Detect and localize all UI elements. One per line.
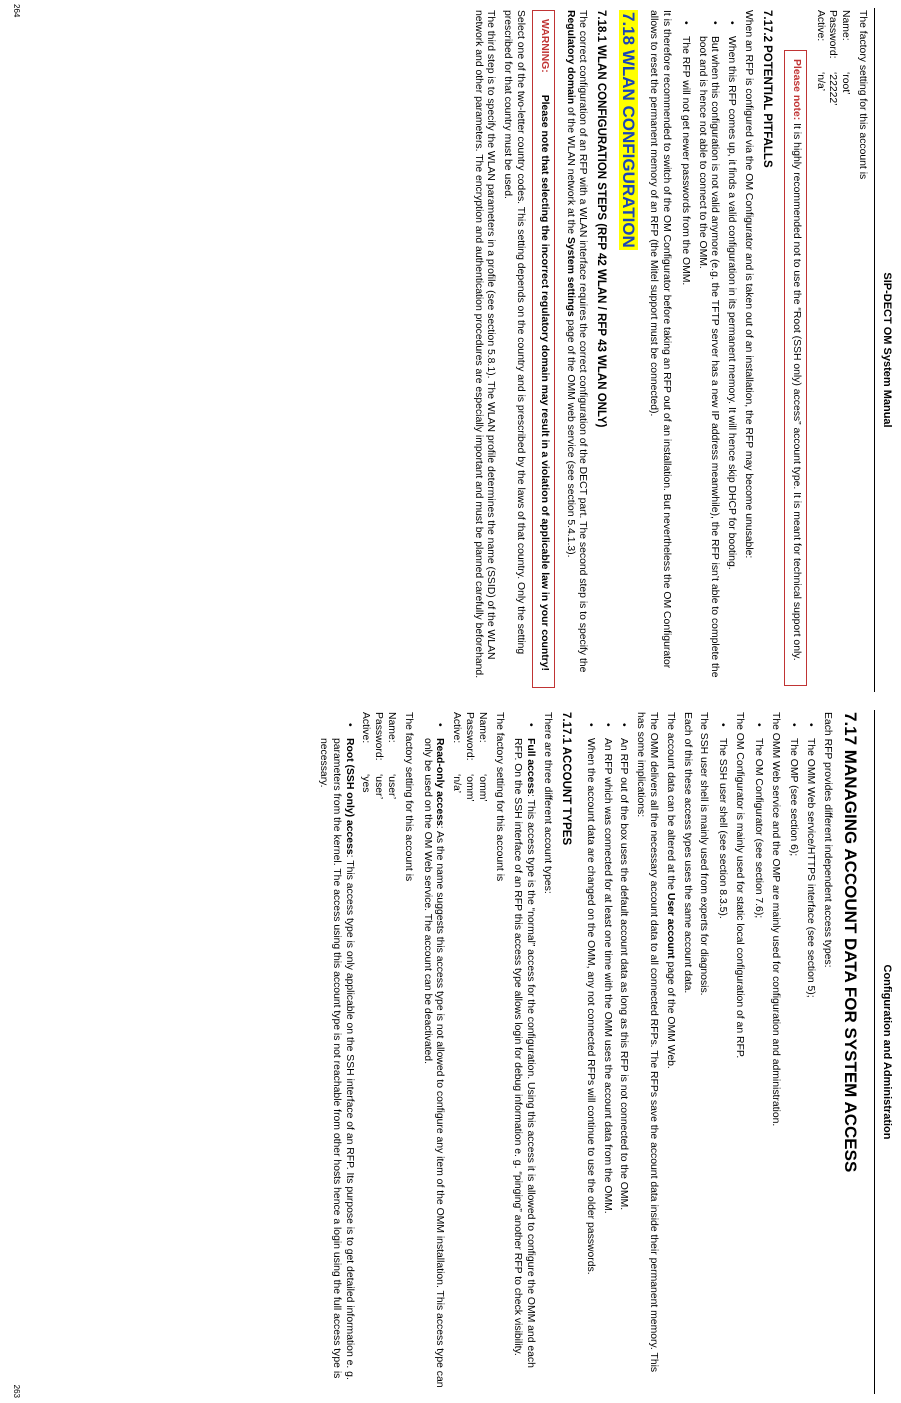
text-run: The account data can be altered at the xyxy=(664,712,676,893)
implications-list xyxy=(583,712,629,1390)
cred-value: ‘root’ xyxy=(840,72,852,95)
text-run: of the WLAN network at the xyxy=(564,104,576,237)
regulatory-domain-term: Regulatory domain xyxy=(564,10,576,105)
readonly-factory-credentials xyxy=(359,712,397,1390)
cred-key: Password: xyxy=(464,712,476,761)
list-item: • But when this configuration is not valid anymore (e.g. the TFTP server has a new IP address meanwhile), the RFP isn’t able to complete the boot and is hence not able to connect to the OMM. xyxy=(695,10,721,688)
cred-key: Name: xyxy=(840,10,852,41)
cred-value: ‘n/a’ xyxy=(814,72,826,92)
readonly-factory-intro: The factory setting for this account is xyxy=(402,712,414,882)
page-264 xyxy=(0,0,901,700)
full-access-term: Full access xyxy=(525,738,537,795)
cred-key: Name: xyxy=(476,712,488,743)
pitfalls-list xyxy=(678,10,737,688)
wlan-heading-text: 7.18 WLAN CONFIGURATION xyxy=(619,12,639,248)
ssh-text: The SSH user shell is mainly used from experts for diagnosis. xyxy=(698,712,710,996)
intro-text: Each RFP provides different independent access types: xyxy=(822,712,833,968)
wlan-heading xyxy=(618,10,638,688)
access-list xyxy=(787,712,817,1390)
page-number: 263 xyxy=(12,1384,21,1398)
section-heading: 7.17 MANAGING ACCOUNT DATA FOR SYSTEM ACCESS xyxy=(841,712,860,1173)
running-header: SIP-DECT OM System Manual xyxy=(881,272,893,428)
account-types-heading: 7.17.1 ACCOUNT TYPES xyxy=(560,712,573,846)
page-content xyxy=(467,10,868,688)
cred-value: ‘user’ xyxy=(386,774,398,800)
configurator-text: The OM Configurator is mainly used for static local configuration of an RFP. xyxy=(734,712,746,1059)
pitfalls-outro: It is therefore recommended to switch of the OM Configurator before taking an RFP out of an installation. But nevertheless the OM Configurator allows to reset the permanent memory of an RFP (the Mitel support must be connected). xyxy=(648,10,673,669)
header-rule xyxy=(874,8,875,692)
list-item: • The RFP will not get newer passwords from the OMM. xyxy=(678,10,691,688)
web-omp-text: The OMM Web service and the OMP are mainly used for configuration and administration. xyxy=(769,712,781,1127)
wlan-steps-text xyxy=(563,10,589,688)
list-item: • When the account data are changed on the OMM, any not connected RFPs will continue to use the older passwords. xyxy=(583,712,596,1390)
cred-key: Password: xyxy=(827,10,839,59)
cred-key: Password: xyxy=(373,712,385,761)
pitfalls-intro: When an RFP is configured via the OM Configurator and is taken out of an installation, the RFP may become unusable: xyxy=(743,10,755,559)
factory-credentials xyxy=(813,10,851,688)
root-access-term: Root (SSH only) access xyxy=(343,738,355,855)
cred-value: ‘omm’ xyxy=(476,774,488,802)
full-access-list xyxy=(511,712,537,1390)
list-item: • An RFP which was connected for at least one time with the OMM uses the account data from the OMM. xyxy=(600,712,613,1390)
factory-intro: The factory setting for this account is xyxy=(857,10,868,180)
ssh-list xyxy=(715,712,728,1390)
same-data-text: Each of this these access types uses the same account data. xyxy=(681,712,693,994)
running-header: Configuration and Administration xyxy=(881,964,893,1140)
text-run: : This access type is the “normal” access for the configuration. Using this access it is allowed to configure the OMM and each RFP. On the SSH interface of an RFP this access type allows login for debug information e. g. “pinging” another RFP to check visibility. xyxy=(512,738,537,1368)
note-text: It is highly recommended not to use the “Root (SSH only) access” account type. It is meant for technical support only. xyxy=(790,123,802,661)
list-item xyxy=(511,712,537,1390)
list-item: • When this RFP comes up, it finds a valid configuration in its permanent memory. It will hence skip DHCP for booting. xyxy=(724,10,737,688)
select-text: Select one of the two-letter country codes. This setting depends on the country and is prescribed by the laws of that country. Only the setting prescribed for that country must be used. xyxy=(502,10,527,655)
system-settings-term: System settings xyxy=(564,236,576,317)
configurator-list xyxy=(751,712,764,1390)
page-number: 264 xyxy=(12,4,21,18)
text-run: page of the OMM Web. xyxy=(664,958,676,1069)
types-intro: There are three different account types: xyxy=(542,712,554,894)
delivers-text: The OMM delivers all the necessary account data to all connected RFPs. The RFPs save the account data inside their permanent memory. This has some implications: xyxy=(635,712,660,1373)
pitfalls-heading: 7.17.2 POTENTIAL PITFALLS xyxy=(761,10,774,168)
cred-value: ‘omm’ xyxy=(464,774,476,802)
wlan-steps-heading: 7.18.1 WLAN CONFIGURATION STEPS (RFP 42 WLAN / RFP 43 WLAN ONLY) xyxy=(595,10,608,428)
note-label: Please note: xyxy=(790,59,802,121)
note-box xyxy=(784,50,807,686)
cred-key: Active: xyxy=(360,712,372,744)
list-item: • The OM Configurator (see section 7.6); xyxy=(751,712,764,1390)
warning-text: Please note that selecting the incorrect regulatory domain may result in a violation of applicable law in your country! xyxy=(538,94,550,671)
text-run: : As the name suggests this access type is not allowed to configure any item of the OMM installation. This access type can only be used on the OM Web service. The account can be deactivated. xyxy=(421,738,446,1388)
third-step-text: The third step is to specify the WLAN parameters in a profile (see section 5.8.1). The WLAN profile determines the name (SSID) of the WLAN network and other parameters. The encryption and authentication procedures are especially important and must be planned carefully beforehand. xyxy=(472,10,497,679)
list-item: • An RFP out of the box uses the default account data as long as this RFP is not connected to the OMM. xyxy=(617,712,630,1390)
cred-value: ‘n/a’ xyxy=(451,774,463,794)
cred-value: ‘user’ xyxy=(373,774,385,800)
page-263 xyxy=(0,702,901,1402)
full-factory-intro: The factory setting for this account is xyxy=(493,712,505,882)
page-content xyxy=(310,712,868,1390)
user-account-term: User account xyxy=(664,892,676,959)
warning-label: WARNING: xyxy=(538,19,550,73)
text-run: page of the OMM web service (see section 5.4.1.3). xyxy=(564,316,576,558)
readonly-access-list xyxy=(420,712,446,1390)
list-item xyxy=(420,712,446,1390)
text-run: : This access type is only applicable on the SSH interface of an RFP. Its purpose is to get detailed information e. g. parameters from the kernel. The access using this account type is not reachable from other hosts hence a login using the full access type is necessary. xyxy=(318,738,355,1380)
root-access-list xyxy=(316,712,354,1390)
list-item: • The OMM Web service/HTTPS interface (see section 5); xyxy=(803,712,816,1390)
warning-box xyxy=(532,10,555,688)
cred-key: Active: xyxy=(814,10,826,42)
full-factory-credentials xyxy=(449,712,487,1390)
cred-key: Active: xyxy=(451,712,463,744)
cred-key: Name: xyxy=(386,712,398,743)
list-item xyxy=(316,712,354,1390)
header-rule xyxy=(874,710,875,1394)
cred-value: ‘yes xyxy=(360,774,372,793)
list-item: • The SSH user shell (see section 8.3.5). xyxy=(715,712,728,1390)
readonly-access-term: Read-only access xyxy=(434,738,446,826)
list-item: • The OMP (see section 6); xyxy=(787,712,800,1390)
altered-text xyxy=(663,712,676,1390)
text-run: The correct configuration of an RFP with a WLAN interface requires the correct configuration of the DECT part. The second step is to specify the xyxy=(577,10,589,673)
cred-value: ‘22222’ xyxy=(827,72,839,106)
